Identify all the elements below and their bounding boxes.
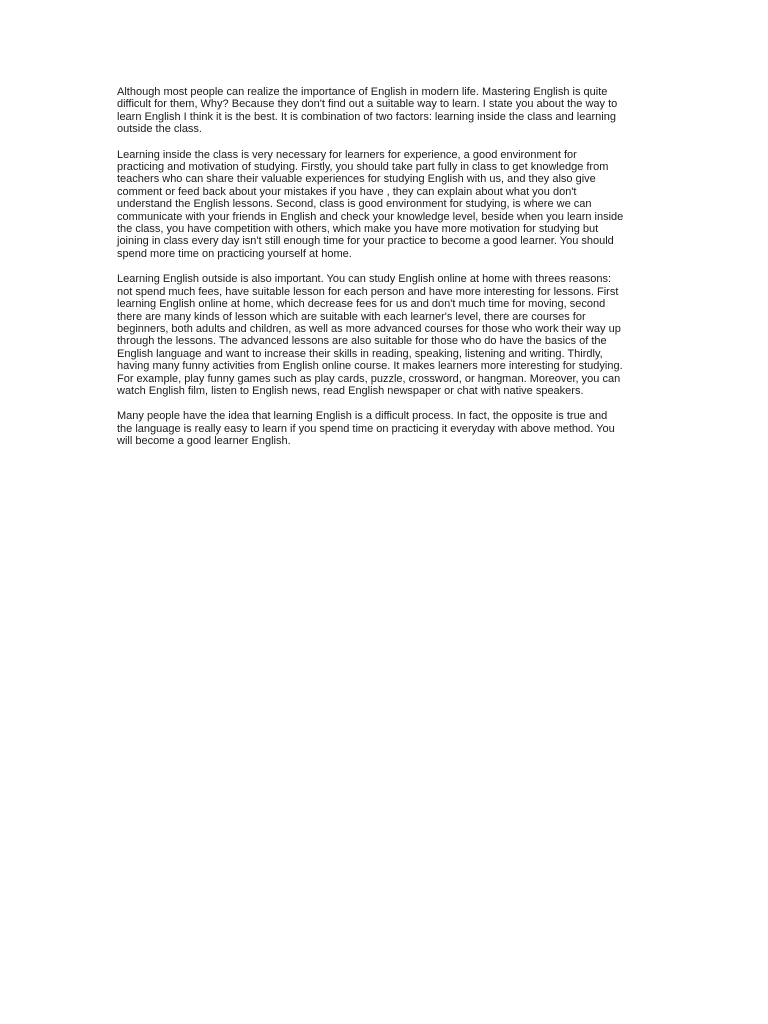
text-line: communicate with your friends in English and check your knowledge level, beside when you learn inside	[117, 210, 624, 223]
text-line: through the lessons. The advanced lessons are also suitable for those who do have the basics of the	[117, 335, 607, 348]
paragraph-inside-class	[117, 149, 653, 261]
text-line: Although most people can realize the importance of English in modern life. Mastering English is quite	[117, 86, 608, 98]
text-line: learn English I think it is the best. It is combination of two factors: learning inside the class and learning	[117, 110, 616, 123]
text-line: there are many kinds of lesson which are suitable with each learner's level, there are courses for	[117, 310, 586, 323]
text-line: will become a good learner English.	[117, 435, 291, 448]
text-line: Many people have the idea that learning English is a difficult process. In fact, the opposite is true and	[117, 410, 608, 423]
paragraph-conclusion	[117, 410, 653, 447]
text-line: English language and want to increase their skills in reading, speaking, listening and writing. Thirdly,	[117, 347, 603, 360]
text-line: For example, play funny games such as play cards, puzzle, crossword, or hangman. Moreover, you can	[117, 372, 621, 385]
text-line: difficult for them, Why? Because they don't find out a suitable way to learn. I state you about the way to	[117, 98, 618, 111]
text-line: the language is really easy to learn if you spend time on practicing it everyday with above method. You	[117, 422, 615, 435]
text-line: outside the class.	[117, 123, 202, 136]
text-line: teachers who can share their valuable experiences for studying English with us, and they also give	[117, 173, 596, 186]
text-line: Learning English outside is also important. You can study English online at home with threes reasons:	[117, 273, 612, 286]
text-line: learning English online at home, which decrease fees for us and don't much time for moving, second	[117, 298, 606, 311]
text-line: comment or feed back about your mistakes if you have , they can explain about what you don't	[117, 185, 577, 198]
text-line: understand the English lessons. Second, class is good environment for studying, is where we can	[117, 198, 592, 211]
text-line: watch English film, listen to English news, read English newspaper or chat with native speakers.	[117, 384, 584, 397]
text-line: not spend much fees, have suitable lesson for each person and have more interesting for lessons. First	[117, 285, 619, 298]
text-line: beginners, both adults and children, as well as more advanced courses for those who work their way up	[117, 322, 621, 335]
text-line: having many funny activities from English online course. It makes learners more interesting for studying.	[117, 360, 623, 373]
paragraph-intro	[117, 86, 653, 136]
text-line: practicing and motivation of studying. Firstly, you should take part fully in class to get knowledge from	[117, 161, 609, 174]
paragraph-outside-class	[117, 273, 653, 397]
document-page	[117, 86, 653, 461]
text-line: Learning inside the class is very necessary for learners for experience, a good environment for	[117, 148, 577, 161]
text-line: joining in class every day isn't still enough time for your practice to become a good learner. You should	[117, 235, 614, 248]
text-line: spend more time on practicing yourself at home.	[117, 247, 352, 260]
text-line: the class, you have competition with others, which make you have more motivation for studying but	[117, 223, 599, 236]
